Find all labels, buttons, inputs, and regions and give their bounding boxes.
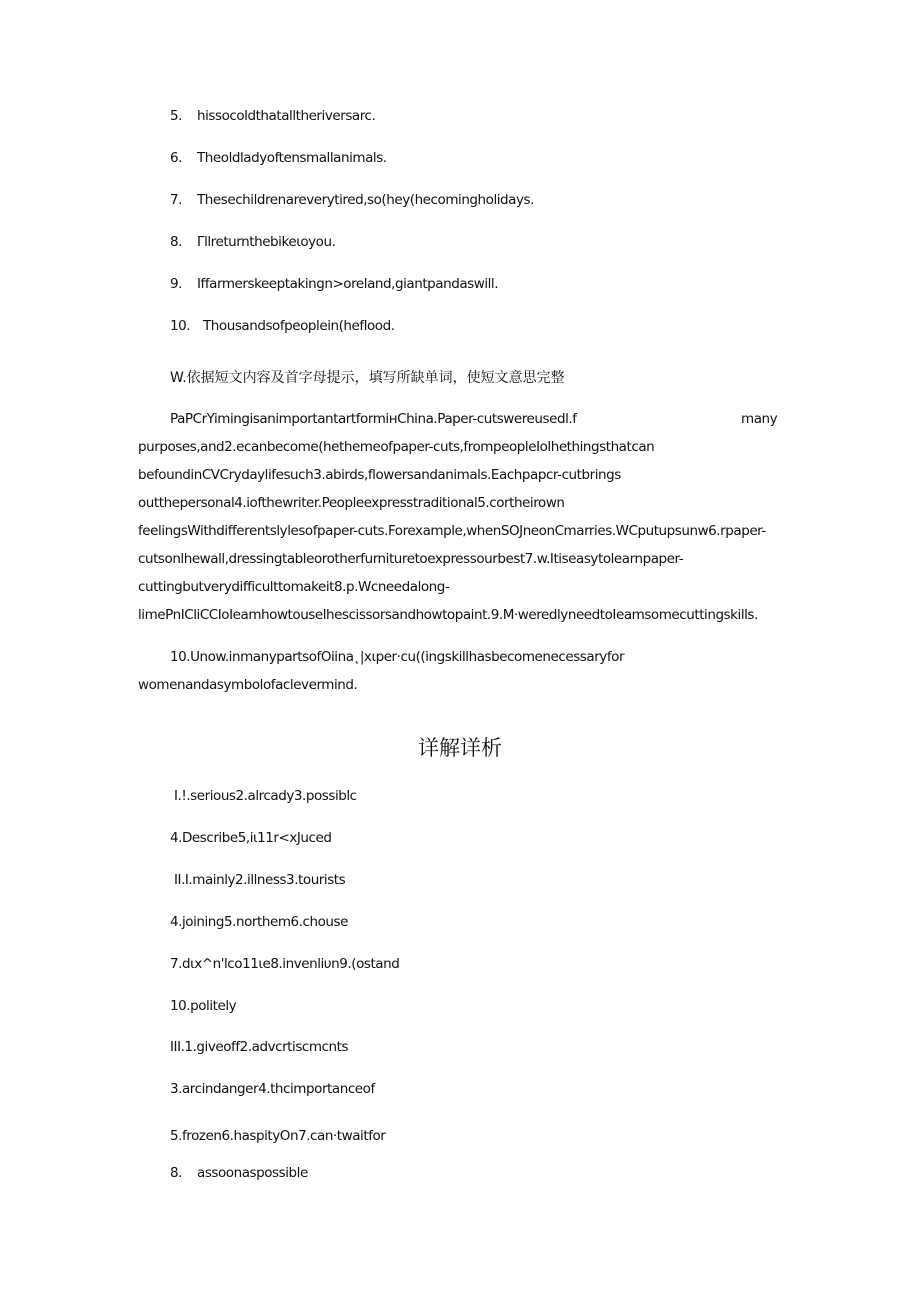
answer-line: 4.Describe5,iι11r<xJuced xyxy=(170,830,332,846)
question-text: Iffarmerskeeptakingn>oreland,giantpandaswill. xyxy=(197,276,499,292)
section-heading: W.依据短文内容及首字母提示，填写所缺单词，使短文意思完整 xyxy=(170,370,565,386)
paragraph-line: feelingsWithdifferentslylesofpaper-cuts.Forexample,whenSOJneonCmarries.WCputupsunw6.rpaper- xyxy=(138,523,766,539)
question-text: Thesechildrenareverytired,so(hey(hecomingholidays. xyxy=(197,192,534,208)
paragraph-line: befoundinCVCrydaylifesuch3.abirds,flowersandanimals.Eachpapcr-cutbrings xyxy=(138,467,621,483)
paragraph-line-right: many xyxy=(741,411,778,427)
question-text: Theoldladyoftensmallanimals. xyxy=(197,150,387,166)
answer-line: 5.frozen6.haspityOn7.can·twaitfor xyxy=(170,1128,386,1144)
question-10 xyxy=(170,318,395,334)
answer-line: 7.dιx^n'lco11ιe8.invenliυn9.(ostand xyxy=(170,956,400,972)
answer-text: assoonaspossible xyxy=(197,1165,308,1181)
question-number: 10. xyxy=(170,318,191,334)
paragraph-line: cuttingbutverydifficulttomakeit8.p.Wcneedalong- xyxy=(138,579,450,595)
question-text: Thousandsofpeoplein(heflood. xyxy=(203,318,395,334)
question-8 xyxy=(170,234,335,250)
answer-line: 10.politely xyxy=(170,998,237,1014)
answers-title: 详解详析 xyxy=(418,736,502,760)
paragraph-line: 10.Unow.inmanypartsofOiina˛|xιper·cu((ingskillhasbecomenecessaryfor xyxy=(170,649,625,665)
question-number: 7. xyxy=(170,192,182,208)
paragraph-line: cutsonlhewall,dressingtableorotherfurnituretoexpressourbest7.w.Itiseasytolearnpaper- xyxy=(138,551,684,567)
question-number: 5. xyxy=(170,108,182,124)
question-text: Γllreturnthebikeιoyou. xyxy=(197,234,336,250)
answer-number: 8. xyxy=(170,1165,182,1181)
answer-line xyxy=(170,1165,308,1181)
answer-line: III.1.giveoff2.advcrtiscmcnts xyxy=(170,1039,349,1055)
answer-line: 4.joining5.northem6.chouse xyxy=(170,914,348,930)
question-5 xyxy=(170,108,375,124)
paragraph-line: womenandasymbolofaclevermind. xyxy=(138,677,358,693)
answer-line: I.!.serious2.alrcady3.possiblc xyxy=(174,788,357,804)
question-6 xyxy=(170,150,387,166)
paragraph-line: PaPCrYimingisanimportantartformінChina.Paper-cutswereusedl.f xyxy=(170,411,577,427)
answer-line: II.I.mainly2.illness3.tourists xyxy=(174,872,346,888)
question-number: 9. xyxy=(170,276,182,292)
question-7 xyxy=(170,192,534,208)
question-number: 8. xyxy=(170,234,182,250)
question-text: hissocoldthatalltheriversarc. xyxy=(197,108,376,124)
question-9 xyxy=(170,276,498,292)
paragraph-line: purposes,and2.ecanbecome(hethemeofpaper-cuts,frompeopleIolhethingsthatcan xyxy=(138,439,655,455)
question-number: 6. xyxy=(170,150,182,166)
paragraph-line: limePnICliCCIoIeamhowtouselhescissorsandhowtopaint.9.M·weredlyneedtoIeamsomecuttingskills. xyxy=(138,607,758,623)
paragraph-line: outthepersonal4.iofthewriter.Peopleexpresstraditional5.cortheirown xyxy=(138,495,565,511)
answer-line: 3.arcindanger4.thcimportanceof xyxy=(170,1081,375,1097)
